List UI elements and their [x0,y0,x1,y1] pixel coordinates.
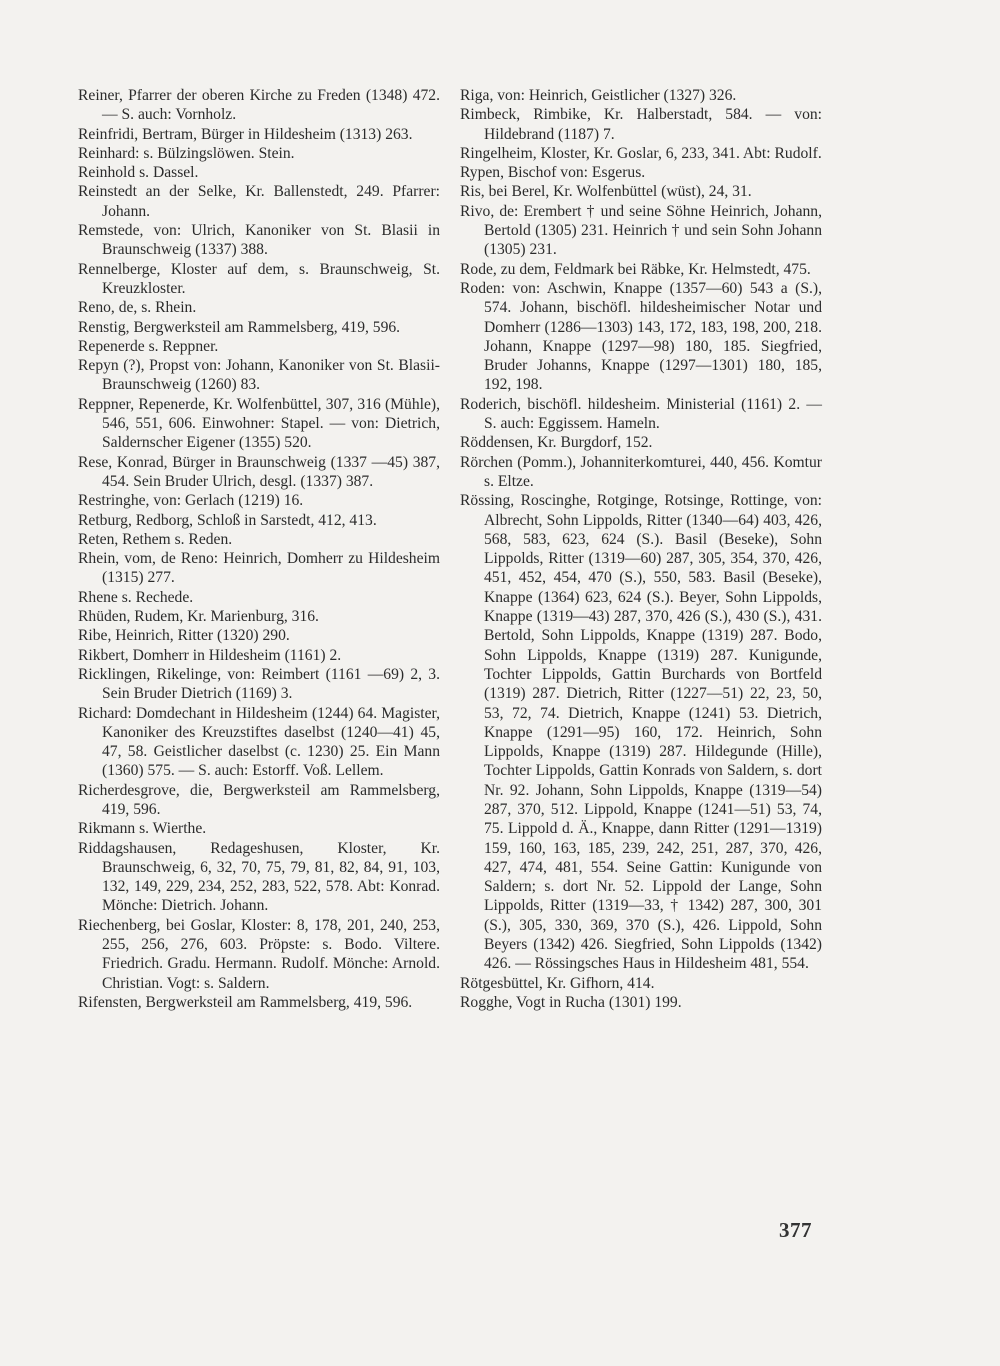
index-entry: Retburg, Redborg, Schloß in Sarstedt, 412, 413. [78,511,377,529]
index-entry: Rivo, de: Erembert † und seine Söhne Heinrich, Johann, Bertold (1305) 231. Heinrich † und sein Sohn Johann (1305) 231. [460,202,822,259]
index-entry: Rypen, Bischof von: Esgerus. [460,164,646,182]
index-entry: Rörchen (Pomm.), Johanniterkomturei, 440, 456. Komtur s. Eltze. [460,453,822,490]
index-entry: Rhein, vom, de Reno: Heinrich, Domherr zu Hildesheim (1315) 277. [78,550,440,587]
index-entry: Remstede, von: Ulrich, Kanoniker von St. Blasii in Braunschweig (1337) 388. [78,222,440,259]
index-entry: Rikbert, Domherr in Hildesheim (1161) 2. [78,646,342,664]
index-entry: Riechenberg, bei Goslar, Kloster: 8, 178, 201, 240, 253, 255, 256, 276, 603. Pröpste: s. Bodo. Viltere. Friedrich. Gradu. Hermann. Rudolf. Mönche: Arnold. Christian. Vogt: s. Saldern. [78,916,440,992]
index-entry: Ringelheim, Kloster, Kr. Goslar, 6, 233, 341. Abt: Rudolf. [460,144,822,162]
index-entry: Rogghe, Vogt in Rucha (1301) 199. [460,993,682,1011]
index-entry: Ribe, Heinrich, Ritter (1320) 290. [78,627,290,645]
index-entry: Rössing, Roscinghe, Rotginge, Rotsinge, Rottinge, von: Albrecht, Sohn Lippolds, Ritter (1340—64) 403, 426, 568, 583, 623, 624 (S.). Basil (Beseke), Sohn Lippolds, Ritter (1319—60) 287, 305, 354, 370, 426, 451, 452, 454, 470 (S.), 550, 583. Basil (Beseke), Knappe (1364) 623, 624 (S.). Beyer, Sohn Lippolds, Knappe (1319—43) 287, 370, 426 (S.), 430 (S.), 431. Bertold, Sohn Lippolds, Knappe (1319) 287. Bodo, Sohn Lippolds, Knappe (1319) 287. Kunigunde, Tochter Lippolds, Gattin Burchards von Bortfeld (1319) 287. Dietrich, Ritter (1227—51) 22, 23, 50, 53, 72, 74. Dietrich, Knappe (1241) 53. Dietrich, Knappe (1291—95) 160, 172. Heinrich, Sohn Lippolds, Knappe (1319) 287. Hildegunde (Hille), Tochter Lippolds, Gattin Konrads von Saldern, s. dort Nr. 92. Johann, Sohn Lippolds, Knappe (1319—54) 287, 370, 512. Lippold, Knappe (1241—51) 53, 74, 75. Lippold d. Ä., Knappe, dann Ritter (1291—1319) 159, 160, 163, 185, 239, 242, 251, 287, 370, 426, 427, 474, 481, 554. Seine Gattin: Kunigunde von Saldern; s. dort Nr. 52. Lippold der Lange, Sohn Lippolds, Ritter (1319—33, † 1342) 287, 300, 301 (S.), 305, 330, 369, 370 (S.), 426. Lippold, Sohn Beyers (1342) 426. Siegfried, Sohn Lippolds (1342) 426. — Rössingsches Haus in Hildesheim 481, 554. [460,492,822,973]
index-entry: Ris, bei Berel, Kr. Wolfenbüttel (wüst), 24, 31. [460,183,752,201]
index-entry: Reinfridi, Bertram, Bürger in Hildesheim (1313) 263. [78,125,413,143]
index-entry: Riddagshausen, Redageshusen, Kloster, Kr. Braunschweig, 6, 32, 70, 75, 79, 81, 82, 84, 91, 103, 132, 149, 229, 234, 252, 283, 522, 578. Abt: Konrad. Mönche: Dietrich. Johann. [78,839,440,915]
index-entry: Rese, Konrad, Bürger in Braunschweig (1337 —45) 387, 454. Sein Bruder Ulrich, desgl. (1337) 387. [78,453,440,490]
index-entry: Rötgesbüttel, Kr. Gifhorn, 414. [460,974,655,992]
index-entry: Reinstedt an der Selke, Kr. Ballenstedt, 249. Pfarrer: Johann. [78,183,440,220]
index-entry: Riga, von: Heinrich, Geistlicher (1327) 326. [460,87,737,104]
index-entry: Roderich, bischöfl. hildesheim. Ministerial (1161) 2. — S. auch: Eggissem. Hameln. [460,395,822,433]
index-entry: Repyn (?), Propst von: Johann, Kanoniker von St. Blasii-Braunschweig (1260) 83. [78,357,440,394]
index-entry: Reiner, Pfarrer der oberen Kirche zu Freden (1348) 472. — S. auch: Vornholz. [78,87,440,124]
index-entry: Ricklingen, Rikelinge, von: Reimbert (1161 —69) 2, 3. Sein Bruder Dietrich (1169) 3. [78,665,440,703]
index-entry: Rifensten, Bergwerksteil am Rammelsberg, 419, 596. [78,993,413,1011]
index-entry: Rimbeck, Rimbike, Kr. Halberstadt, 584. — von: Hildebrand (1187) 7. [460,106,822,143]
index-entry: Rhüden, Rudem, Kr. Marienburg, 316. [78,608,319,626]
page-number: 377 [779,1218,812,1242]
index-entry: Rode, zu dem, Feldmark bei Räbke, Kr. Helmstedt, 475. [460,260,811,278]
index-entry: Repenerde s. Reppner. [78,337,219,355]
index-entry: Röddensen, Kr. Burgdorf, 152. [460,434,653,452]
index-entry: Renstig, Bergwerksteil am Rammelsberg, 419, 596. [78,318,401,336]
index-entry: Reppner, Repenerde, Kr. Wolfenbüttel, 307, 316 (Mühle), 546, 551, 606. Einwohner: Stapel. — von: Dietrich, Saldernscher Eigener (1355) 520. [78,395,440,452]
left-column [78,86,440,1012]
index-entry: Reinhard: s. Bülzingslöwen. Stein. [78,144,295,162]
index-entry: Roden: von: Aschwin, Knappe (1357—60) 543 a (S.), 574. Johann, bischöfl. hildesheimischer Notar und Domherr (1286—1303) 143, 172, 183, 198, 200, 218. Johann, Knappe (1297—98) 180, 185. Siegfried, Bruder Johanns, Knappe (1297—1301) 180, 185, 192, 198. [460,279,822,394]
index-entry: Rikmann s. Wierthe. [78,820,207,838]
index-entry: Reinhold s. Dassel. [78,164,199,182]
right-column [460,86,822,1012]
index-entry: Richerdesgrove, die, Bergwerksteil am Rammelsberg, 419, 596. [78,781,440,818]
index-entry: Reten, Rethem s. Reden. [78,530,233,548]
index-entry: Reno, de, s. Rhein. [78,299,197,317]
index-entry: Rhene s. Rechede. [78,588,194,606]
index-entry: Rennelberge, Kloster auf dem, s. Braunschweig, St. Kreuzkloster. [78,260,440,297]
index-entry: Richard: Domdechant in Hildesheim (1244) 64. Magister, Kanoniker des Kreuzstiftes daselbst (1240—41) 45, 47, 58. Geistlicher daselbst (c. 1230) 25. Ein Mann (1360) 575. — S. auch: Estorff. Voß. Lellem. [78,704,440,780]
index-entry: Restringhe, von: Gerlach (1219) 16. [78,492,304,510]
